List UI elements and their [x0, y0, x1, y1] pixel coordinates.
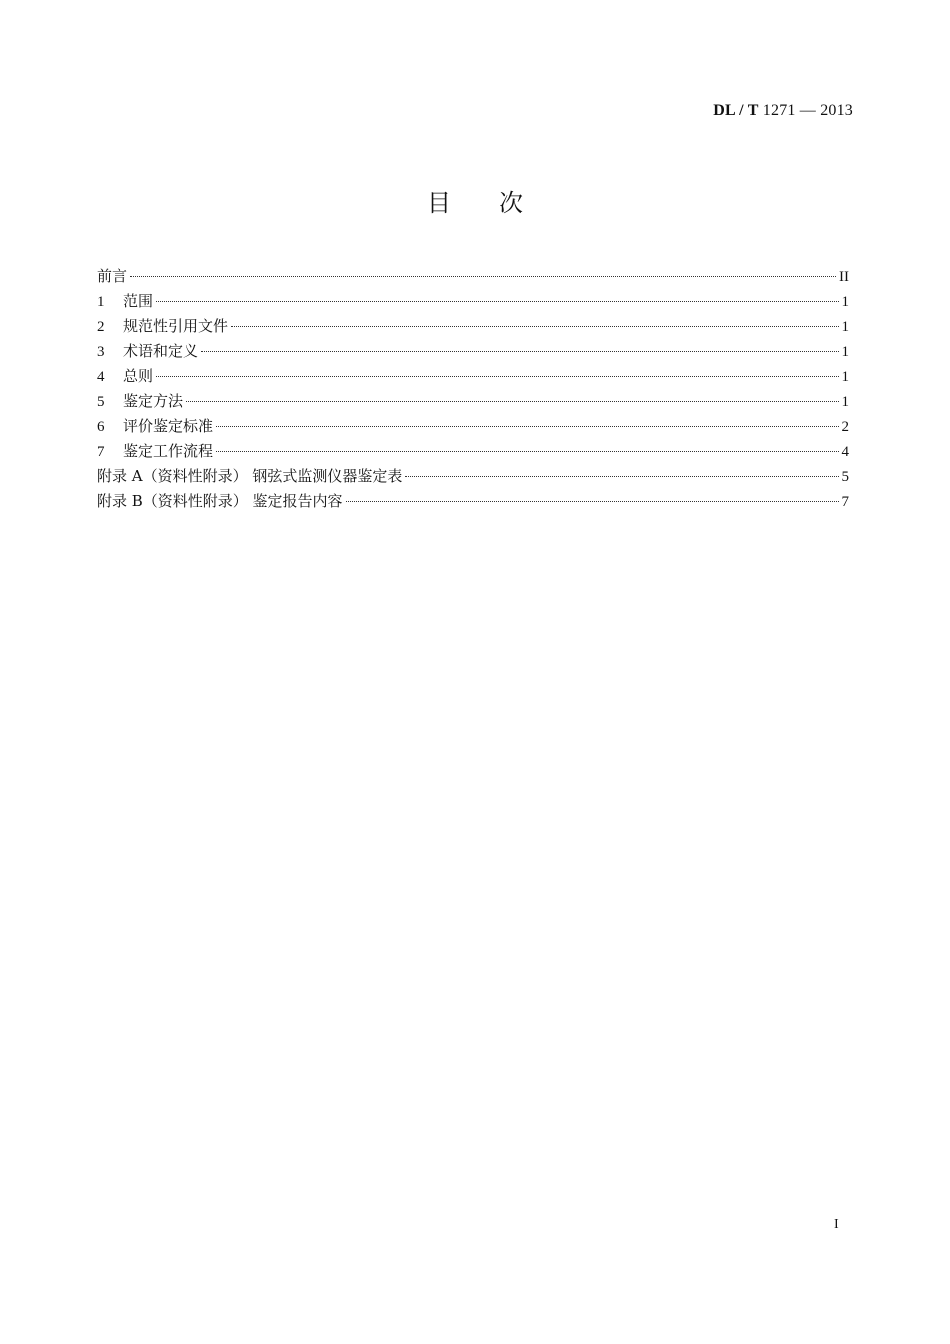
toc-entry-workflow[interactable]: [97, 439, 849, 464]
dot-leader: [201, 351, 838, 352]
toc-entry-number: 5: [97, 394, 105, 410]
toc-entry-number: 1: [97, 294, 105, 310]
toc-entry-appendix-b[interactable]: [97, 489, 849, 514]
toc-entry-page: 5: [841, 469, 849, 485]
table-of-contents: [97, 264, 849, 514]
toc-entry-methods[interactable]: [97, 389, 849, 414]
toc-entry-page: 1: [841, 294, 849, 310]
dot-leader: [231, 326, 838, 327]
toc-entry-evaluation-criteria[interactable]: [97, 414, 849, 439]
toc-entry-number: 6: [97, 419, 105, 435]
standard-code: [713, 102, 853, 120]
toc-entry-page: II: [839, 269, 849, 285]
toc-entry-page: 1: [841, 319, 849, 335]
title-char-1: 目: [427, 189, 451, 217]
page-title: [0, 183, 950, 218]
dot-leader: [156, 301, 838, 302]
toc-entry-label: 评价鉴定标准: [123, 417, 214, 435]
toc-entry-label: 前言: [97, 267, 128, 285]
toc-entry-label: 范围: [123, 292, 154, 310]
toc-entry-label: 鉴定工作流程: [123, 442, 214, 460]
toc-entry-label: 附录 A（资料性附录） 钢弦式监测仪器鉴定表: [97, 467, 403, 485]
toc-entry-appendix-a[interactable]: [97, 464, 849, 489]
page-number: I: [834, 1217, 839, 1232]
toc-entry-page: 4: [841, 444, 849, 460]
toc-entry-normative-references[interactable]: [97, 314, 849, 339]
dot-leader: [156, 376, 838, 377]
toc-entry-terms-definitions[interactable]: [97, 339, 849, 364]
toc-entry-page: 1: [841, 369, 849, 385]
toc-entry-label: 总则: [123, 367, 154, 385]
dot-leader: [216, 451, 838, 452]
dot-leader: [186, 401, 838, 402]
toc-entry-label: 附录 B（资料性附录） 鉴定报告内容: [97, 492, 343, 510]
toc-entry-preface[interactable]: [97, 264, 849, 289]
toc-entry-number: 3: [97, 344, 105, 360]
toc-entry-scope[interactable]: [97, 289, 849, 314]
toc-entry-label: 鉴定方法: [123, 392, 184, 410]
toc-entry-number: 4: [97, 369, 105, 385]
dot-leader: [405, 476, 838, 477]
toc-entry-number: 7: [97, 444, 105, 460]
toc-entry-label: 规范性引用文件: [123, 317, 229, 335]
toc-entry-page: 1: [841, 394, 849, 410]
title-char-2: 次: [499, 189, 523, 217]
dot-leader: [216, 426, 838, 427]
toc-entry-page: 2: [841, 419, 849, 435]
toc-entry-page: 1: [841, 344, 849, 360]
toc-entry-general[interactable]: [97, 364, 849, 389]
toc-entry-label: 术语和定义: [123, 342, 199, 360]
dot-leader: [346, 501, 839, 502]
dot-leader: [130, 276, 836, 277]
standard-prefix: DL / T: [713, 102, 759, 119]
toc-entry-page: 7: [841, 494, 849, 510]
standard-number: 1271 — 2013: [762, 102, 853, 119]
toc-entry-number: 2: [97, 319, 105, 335]
